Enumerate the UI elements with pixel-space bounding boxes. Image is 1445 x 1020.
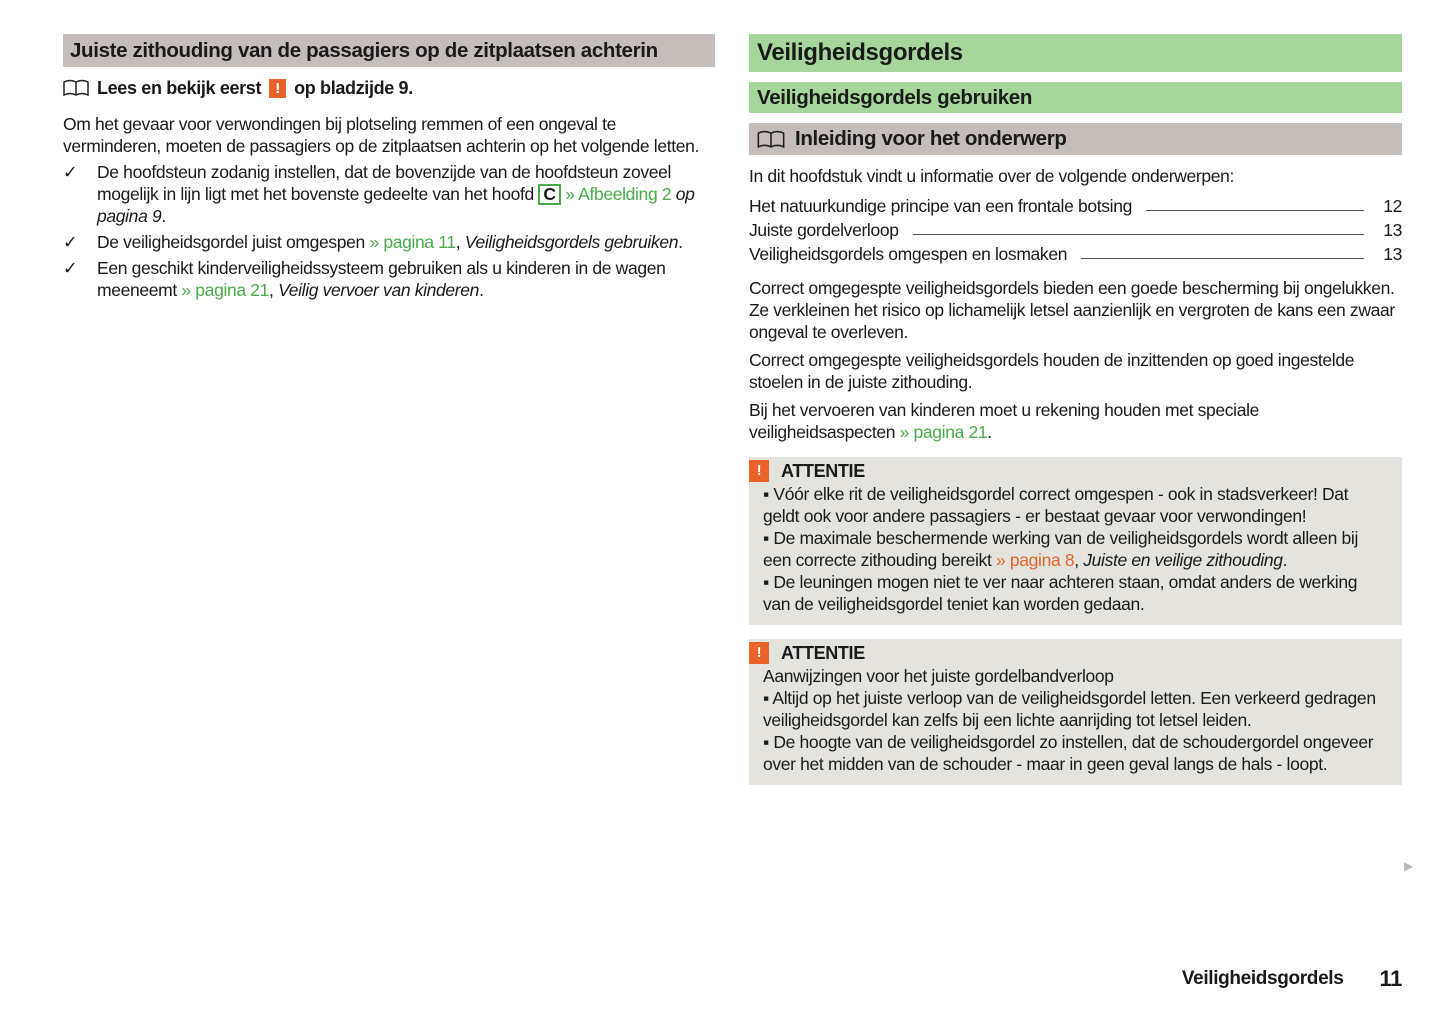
list-item: ✓ Een geschikt kinderveiligheidssysteem gebruiken als u kinderen in de wagen meeneemt » pagina 21, Veilig vervoer van kinderen. xyxy=(63,258,666,300)
page-link[interactable]: » pagina 8 xyxy=(995,550,1075,570)
leader-line xyxy=(1081,258,1364,259)
subsection-title: Inleiding voor het onderwerp xyxy=(749,123,1402,155)
toc-entry[interactable]: Het natuurkundige principe van een frontale botsing 12 xyxy=(749,196,1402,216)
page-number: 11 xyxy=(1379,966,1402,991)
book-icon xyxy=(63,79,89,97)
warning-icon: ! xyxy=(269,79,286,98)
leader-line xyxy=(913,234,1364,235)
book-icon xyxy=(757,130,785,149)
paragraph: Correct omgegespte veiligheidsgordels bieden een goede bescherming bij ongelukken. Ze verkleinen het risico op lichamelijk letsel aanzienlijk en vergroten de kans een zwaar ongeval te overleven. xyxy=(749,278,1395,342)
intro-paragraph: Om het gevaar voor verwondingen bij plotseling remmen of een ongeval te verminderen, moeten de passagiers op de zitplaatsen achterin op het volgende letten. xyxy=(63,114,700,156)
attention-title: ATTENTIE xyxy=(781,643,865,663)
footer-section: Veiligheidsgordels xyxy=(1181,968,1344,989)
checklist xyxy=(63,161,715,301)
read-first-text: Lees en bekijk eerst xyxy=(97,78,262,98)
bullet: ▪ De leuningen mogen niet te ver naar achteren staan, omdat anders de werking van de veiligheidsgordel teniet kan worden gedaan. xyxy=(763,572,1358,614)
toc-entry[interactable]: Juiste gordelverloop 13 xyxy=(749,220,1402,240)
check-icon: ✓ xyxy=(63,232,78,252)
page-link[interactable]: » pagina 21 xyxy=(181,280,270,300)
list-item: ✓ De hoofdsteun zodanig instellen, dat de bovenzijde van de hoofdsteun zoveel mogelijk in lijn ligt met het bovenste gedeelte van het hoofd C » Afbeelding 2 op pagina 9. xyxy=(63,162,695,226)
toc-intro: In dit hoofdstuk vindt u informatie over de volgende onderwerpen: xyxy=(749,166,1235,186)
read-first-note xyxy=(63,77,715,99)
bullet: ▪ Vóór elke rit de veiligheidsgordel correct omgespen - ook in stadsverkeer! Dat geldt ook voor andere passagiers - er bestaat gevaar voor verwondingen! xyxy=(763,484,1349,526)
section-title: Veiligheidsgordels gebruiken xyxy=(749,82,1402,113)
read-first-page[interactable]: op bladzijde 9. xyxy=(294,78,413,98)
check-icon: ✓ xyxy=(63,258,78,278)
attention-box xyxy=(749,457,1402,625)
right-column xyxy=(749,34,1402,785)
attention-box xyxy=(749,639,1402,785)
bullet: ▪ De maximale beschermende werking van de veiligheidsgordels wordt alleen bij een correcte zithouding bereikt » pagina 8, Juiste en veilige zithouding. xyxy=(763,528,1358,570)
warning-icon: ! xyxy=(749,460,769,482)
page-footer xyxy=(1182,968,1402,990)
section-title: Juiste zithouding van de passagiers op de zitplaatsen achterin xyxy=(63,34,715,67)
toc xyxy=(749,195,1402,267)
bullet: ▪ De hoogte van de veiligheidsgordel zo instellen, dat de schoudergordel ongeveer over het midden van de schouder - maar in geen geval langs de hals - loopt. xyxy=(763,732,1374,774)
toc-entry[interactable]: Veiligheidsgordels omgespen en losmaken 13 xyxy=(749,244,1402,264)
paragraph: Bij het vervoeren van kinderen moet u rekening houden met speciale veiligheidsaspecten » pagina 21. xyxy=(749,400,1260,442)
callout-c: C xyxy=(538,184,560,205)
list-item: ✓ De veiligheidsgordel juist omgespen » pagina 11, Veiligheidsgordels gebruiken. xyxy=(63,232,683,252)
attention-title: ATTENTIE xyxy=(781,461,865,481)
continue-arrow-icon: ▶ xyxy=(1404,859,1413,873)
paragraph: Correct omgegespte veiligheidsgordels houden de inzittenden op goed ingestelde stoelen in de juiste zithouding. xyxy=(749,350,1355,392)
figure-link[interactable]: » Afbeelding 2 xyxy=(565,184,672,204)
chapter-title: Veiligheidsgordels xyxy=(749,34,1402,72)
page-link[interactable]: » pagina 21 xyxy=(899,422,988,442)
left-column xyxy=(63,34,715,301)
page-link[interactable]: » pagina 11 xyxy=(369,232,456,252)
leader-line xyxy=(1146,210,1364,211)
check-icon: ✓ xyxy=(63,162,78,182)
warning-icon: ! xyxy=(749,642,769,664)
attention-subtitle: Aanwijzingen voor het juiste gordelbandverloop xyxy=(763,666,1114,686)
bullet: ▪ Altijd op het juiste verloop van de veiligheidsgordel letten. Een verkeerd gedragen veiligheidsgordel kan zelfs bij een lichte aanrijding tot letsel leiden. xyxy=(763,688,1376,730)
